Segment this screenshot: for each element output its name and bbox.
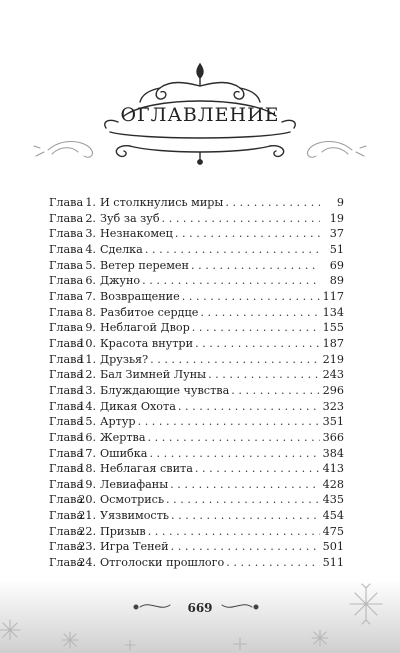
toc-entry bbox=[49, 524, 344, 540]
toc-dot-leader bbox=[162, 211, 320, 227]
toc-dot-leader bbox=[208, 367, 320, 383]
toc-chapter-number: 2. bbox=[85, 211, 96, 225]
toc-chapter-title: Ошибка bbox=[100, 446, 148, 460]
toc-chapter-prefix: Глава bbox=[49, 242, 84, 256]
toc-chapter-title: Блуждающие чувства bbox=[100, 383, 230, 397]
toc-chapter-title: Артур bbox=[100, 415, 136, 429]
toc-chapter-prefix: Глава bbox=[49, 430, 84, 444]
toc-chapter-title: Джуно bbox=[100, 274, 141, 288]
toc-chapter-title: Левиафаны bbox=[100, 477, 169, 491]
toc-entry bbox=[49, 258, 344, 274]
toc-entry bbox=[49, 414, 344, 430]
toc-entry bbox=[49, 305, 344, 321]
toc-chapter-prefix: Глава bbox=[49, 383, 84, 397]
toc-dot-leader bbox=[142, 273, 320, 289]
toc-chapter-prefix: Глава bbox=[49, 196, 84, 209]
toc-entry bbox=[49, 273, 344, 289]
toc-page-number: 511 bbox=[322, 556, 344, 570]
toc-chapter-number: 24. bbox=[78, 556, 96, 570]
toc-page-number: 37 bbox=[329, 227, 344, 241]
table-of-contents bbox=[49, 195, 344, 571]
toc-page-number: 134 bbox=[322, 305, 344, 319]
toc-chapter-title: Неблагая свита bbox=[100, 462, 193, 476]
toc-page-number: 501 bbox=[322, 540, 344, 554]
toc-chapter-title: Дикая Охота bbox=[100, 399, 176, 413]
toc-chapter-prefix: Глава bbox=[49, 556, 84, 570]
toc-dot-leader bbox=[166, 492, 320, 508]
toc-dot-leader bbox=[192, 320, 320, 336]
toc-chapter-prefix: Глава bbox=[49, 462, 84, 476]
toc-page-number: 219 bbox=[322, 352, 344, 366]
toc-entry bbox=[49, 555, 344, 571]
toc-dot-leader bbox=[148, 524, 320, 540]
toc-chapter-number: 9. bbox=[85, 321, 96, 335]
toc-chapter-number: 5. bbox=[85, 258, 96, 272]
toc-entry bbox=[49, 446, 344, 462]
toc-chapter-prefix: Глава bbox=[49, 368, 84, 382]
toc-page-number: 428 bbox=[322, 477, 344, 491]
toc-chapter-title: Бал Зимней Луны bbox=[100, 368, 207, 382]
toc-entry bbox=[49, 367, 344, 383]
toc-chapter-prefix: Глава bbox=[49, 352, 84, 366]
toc-entry bbox=[49, 320, 344, 336]
toc-dot-leader bbox=[148, 430, 320, 446]
toc-page-number: 366 bbox=[322, 430, 344, 444]
toc-dot-leader bbox=[191, 258, 320, 274]
toc-entry bbox=[49, 352, 344, 368]
toc-page-number: 413 bbox=[322, 462, 344, 476]
toc-chapter-title: Отголоски прошлого bbox=[100, 556, 225, 570]
toc-page-number: 384 bbox=[322, 446, 344, 460]
toc-chapter-title: Призыв bbox=[100, 524, 146, 538]
toc-dot-leader bbox=[150, 352, 320, 368]
toc-page-number: 51 bbox=[329, 242, 344, 256]
toc-chapter-title: Разбитое сердце bbox=[100, 305, 199, 319]
toc-chapter-prefix: Глава bbox=[49, 399, 84, 413]
toc-chapter-number: 17. bbox=[78, 446, 96, 460]
toc-chapter-prefix: Глава bbox=[49, 509, 84, 523]
toc-chapter-number: 4. bbox=[85, 242, 96, 256]
toc-chapter-title: Жертва bbox=[100, 430, 146, 444]
toc-chapter-prefix: Глава bbox=[49, 211, 84, 225]
toc-entry bbox=[49, 508, 344, 524]
toc-entry bbox=[49, 461, 344, 477]
toc-entry bbox=[49, 242, 344, 258]
toc-chapter-number: 18. bbox=[78, 462, 96, 476]
toc-chapter-prefix: Глава bbox=[49, 274, 84, 288]
toc-chapter-number: 14. bbox=[78, 399, 96, 413]
toc-chapter-prefix: Глава bbox=[49, 227, 84, 241]
toc-chapter-title: Зуб за зуб bbox=[100, 211, 160, 225]
page-number bbox=[0, 601, 400, 615]
toc-dot-leader bbox=[175, 226, 320, 242]
toc-entry bbox=[49, 383, 344, 399]
toc-chapter-number: 19. bbox=[78, 477, 96, 491]
toc-chapter-title: Незнакомец bbox=[100, 227, 173, 241]
toc-chapter-title: Ветер перемен bbox=[100, 258, 190, 272]
toc-page-number: 19 bbox=[329, 211, 344, 225]
toc-chapter-prefix: Глава bbox=[49, 258, 84, 272]
toc-dot-leader bbox=[171, 508, 320, 524]
toc-chapter-number: 13. bbox=[78, 383, 96, 397]
toc-chapter-title: Красота внутри bbox=[100, 336, 194, 350]
toc-chapter-title: Друзья? bbox=[100, 352, 149, 366]
toc-page-number: 187 bbox=[322, 336, 344, 350]
toc-entry bbox=[49, 477, 344, 493]
toc-chapter-title: Возвращение bbox=[100, 289, 180, 303]
toc-chapter-title: Игра Теней bbox=[100, 540, 169, 554]
toc-chapter-number: 11. bbox=[78, 352, 96, 366]
toc-chapter-prefix: Глава bbox=[49, 415, 84, 429]
toc-page-number: 435 bbox=[322, 493, 344, 507]
toc-chapter-title: Осмотрись bbox=[100, 493, 165, 507]
toc-page-number: 243 bbox=[322, 368, 344, 382]
frost-decoration-icon bbox=[0, 580, 400, 653]
toc-dot-leader bbox=[226, 555, 320, 571]
toc-page-number: 475 bbox=[322, 524, 344, 538]
toc-entry bbox=[49, 430, 344, 446]
toc-chapter-prefix: Глава bbox=[49, 493, 84, 507]
toc-dot-leader bbox=[200, 305, 320, 321]
toc-page-number: 117 bbox=[322, 289, 344, 303]
toc-dot-leader bbox=[149, 446, 320, 462]
toc-chapter-number: 10. bbox=[78, 336, 96, 350]
toc-dot-leader bbox=[225, 195, 320, 211]
toc-dot-leader bbox=[195, 336, 320, 352]
toc-chapter-prefix: Глава bbox=[49, 336, 84, 350]
toc-chapter-number: 3. bbox=[85, 227, 96, 241]
toc-chapter-prefix: Глава bbox=[49, 289, 84, 303]
toc-page-number: 296 bbox=[322, 383, 344, 397]
toc-chapter-prefix: Глава bbox=[49, 540, 84, 554]
toc-chapter-prefix: Глава bbox=[49, 321, 84, 335]
toc-page-number: 69 bbox=[329, 258, 344, 272]
toc-page-number: 9 bbox=[336, 196, 344, 209]
toc-chapter-number: 21. bbox=[78, 509, 96, 523]
toc-dot-leader bbox=[145, 242, 320, 258]
toc-page-number: 89 bbox=[329, 274, 344, 288]
toc-page-number: 351 bbox=[322, 415, 344, 429]
toc-entry bbox=[49, 336, 344, 352]
toc-chapter-title: Уязвимость bbox=[100, 509, 169, 523]
toc-page-number: 323 bbox=[322, 399, 344, 413]
toc-entry bbox=[49, 226, 344, 242]
toc-chapter-prefix: Глава bbox=[49, 524, 84, 538]
toc-chapter-number: 8. bbox=[85, 305, 96, 319]
toc-entry bbox=[49, 289, 344, 305]
toc-chapter-number: 23. bbox=[78, 540, 96, 554]
toc-chapter-title: И столкнулись миры bbox=[100, 196, 224, 209]
toc-page-number: 155 bbox=[322, 321, 344, 335]
toc-chapter-title: Сделка bbox=[100, 242, 143, 256]
toc-chapter-prefix: Глава bbox=[49, 446, 84, 460]
page-number-value: 669 bbox=[187, 601, 213, 615]
toc-chapter-number: 22. bbox=[78, 524, 96, 538]
toc-dot-leader bbox=[138, 414, 320, 430]
toc-chapter-title: Неблагой Двор bbox=[100, 321, 190, 335]
toc-chapter-number: 1. bbox=[85, 196, 96, 209]
toc-dot-leader bbox=[170, 477, 320, 493]
toc-entry bbox=[49, 539, 344, 555]
toc-chapter-prefix: Глава bbox=[49, 477, 84, 491]
toc-dot-leader bbox=[195, 461, 320, 477]
toc-dot-leader bbox=[182, 289, 320, 305]
toc-chapter-number: 12. bbox=[78, 368, 96, 382]
toc-chapter-number: 16. bbox=[78, 430, 96, 444]
toc-entry bbox=[49, 399, 344, 415]
page-title: ОГЛАВЛЕНИЕ bbox=[120, 104, 280, 126]
toc-chapter-number: 20. bbox=[78, 493, 96, 507]
toc-dot-leader bbox=[178, 399, 320, 415]
toc-dot-leader bbox=[231, 383, 320, 399]
toc-chapter-prefix: Глава bbox=[49, 305, 84, 319]
toc-entry bbox=[49, 195, 344, 211]
toc-entry bbox=[49, 492, 344, 508]
toc-dot-leader bbox=[171, 539, 320, 555]
toc-page-number: 454 bbox=[322, 509, 344, 523]
toc-chapter-number: 7. bbox=[85, 289, 96, 303]
toc-chapter-number: 15. bbox=[78, 415, 96, 429]
toc-entry bbox=[49, 211, 344, 227]
toc-chapter-number: 6. bbox=[85, 274, 96, 288]
